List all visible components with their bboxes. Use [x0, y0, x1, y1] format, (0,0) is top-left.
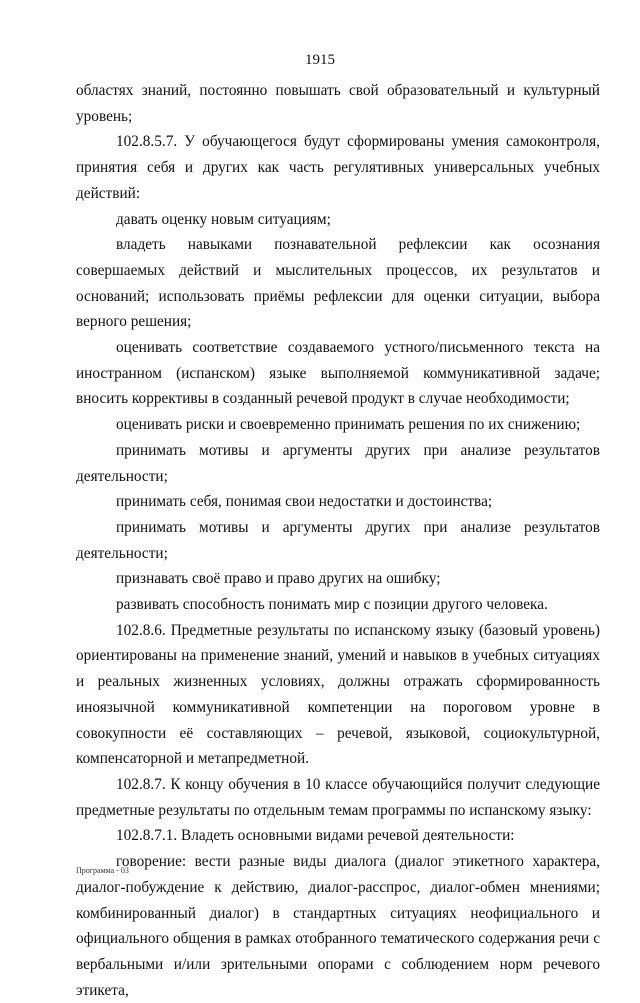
- paragraph: принимать себя, понимая свои недостатки и достоинства;: [116, 493, 493, 511]
- paragraph: областях знаний, постоянно повышать свой образовательный и культурный уровень;: [76, 82, 600, 125]
- paragraph: принимать мотивы и аргументы других при анализе результатов деятельности;: [76, 441, 600, 485]
- paragraph: развивать способность понимать мир с позиции другого человека.: [116, 596, 548, 614]
- paragraph: давать оценку новым ситуациям;: [116, 210, 331, 228]
- body-text: [76, 78, 600, 1003]
- paragraph: признавать своё право и право других на ошибку;: [116, 570, 441, 588]
- footer-label: Программа - 03: [76, 866, 129, 875]
- paragraph: оценивать риски и своевременно принимать решения по их снижению;: [116, 416, 581, 434]
- paragraph: принимать мотивы и аргументы других при анализе результатов деятельности;: [76, 518, 600, 562]
- paragraph: 102.8.7.1. Владеть основными видами речевой деятельности:: [116, 827, 515, 845]
- paragraph: 102.8.7. К концу обучения в 10 классе обучающийся получит следующие предметные результаты по отдельным темам программы по испанскому языку:: [76, 775, 600, 819]
- paragraph: говорение: вести разные виды диалога (диалог этикетного характера, диалог-побуждение к действию, диалог-расспрос, диалог-обмен мнениями; комбинированный диалог) в стандартных ситуациях неофициального и официального общения в рамках отобранного тематического содержания речи с вербальными и/или зрительными опорами с соблюдением норм речевого этикета,: [76, 853, 600, 999]
- paragraph: 102.8.5.7. У обучающегося будут сформированы умения самоконтроля, принятия себя и других как часть регулятивных универсальных учебных действий:: [76, 133, 600, 202]
- paragraph: 102.8.6. Предметные результаты по испанскому языку (базовый уровень) ориентированы на применение знаний, умений и навыков в учебных ситуациях и реальных жизненных условиях, должны отражать сформированность иноязычной коммуникативной компетенции на пороговом уровне в совокупности её составляющих – речевой, языковой, социокультурной, компенсаторной и метапредметной.: [76, 621, 600, 768]
- paragraph: владеть навыками познавательной рефлексии как осознания совершаемых действий и мыслительных процессов, их результатов и оснований; использовать приёмы рефлексии для оценки ситуации, выбора верного решения;: [76, 236, 600, 331]
- paragraph: оценивать соответствие создаваемого устного/письменного текста на иностранном (испанском) языке выполняемой коммуникативной задаче; вносить коррективы в созданный речевой продукт в случае необходимости;: [76, 339, 600, 408]
- page-number: 1915: [305, 52, 335, 68]
